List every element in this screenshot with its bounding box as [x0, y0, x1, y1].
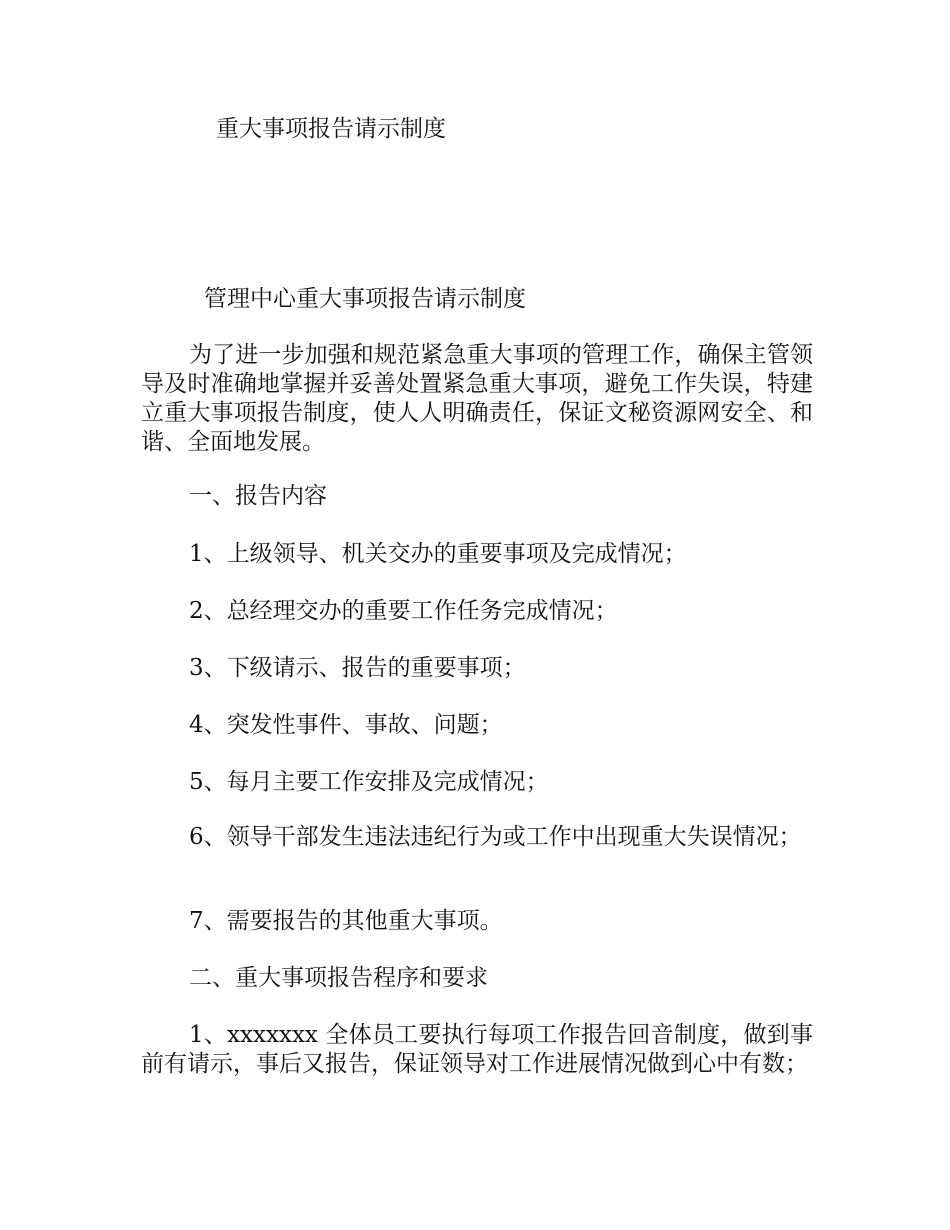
- section-heading-procedure: 二、重大事项报告程序和要求: [189, 965, 488, 991]
- list-item: 3、下级请示、报告的重要事项；: [189, 655, 526, 681]
- list-item: 7、需要报告的其他重大事项。: [189, 908, 503, 934]
- list-item: 6、领导干部发生违法违纪行为或工作中出现重大失误情况；: [189, 824, 802, 850]
- list-item: 4、突发性事件、事故、问题；: [189, 712, 503, 738]
- list-item: 2、总经理交办的重要工作任务完成情况；: [189, 598, 618, 624]
- list-item: 1、上级领导、机关交办的重要事项及完成情况；: [189, 541, 687, 567]
- document-title: 重大事项报告请示制度: [216, 116, 446, 142]
- list-item: 5、每月主要工作安排及完成情况；: [189, 769, 549, 795]
- list-item: 1、xxxxxxx 全体员工要执行每项工作报告回音制度，做到事前有请示，事后又报告，保证领导对工作进展情况做到心中有数；: [141, 1022, 813, 1077]
- section-heading-report-content: 一、报告内容: [189, 483, 327, 509]
- intro-paragraph: 为了进一步加强和规范紧急重大事项的管理工作，确保主管领导及时准确地掌握并妥善处置紧急重大事项，避免工作失误，特建立重大事项报告制度，使人人明确责任，保证文秘资源网安全、和谐、全面地发展。: [141, 342, 813, 455]
- document-subtitle: 管理中心重大事项报告请示制度: [204, 286, 526, 312]
